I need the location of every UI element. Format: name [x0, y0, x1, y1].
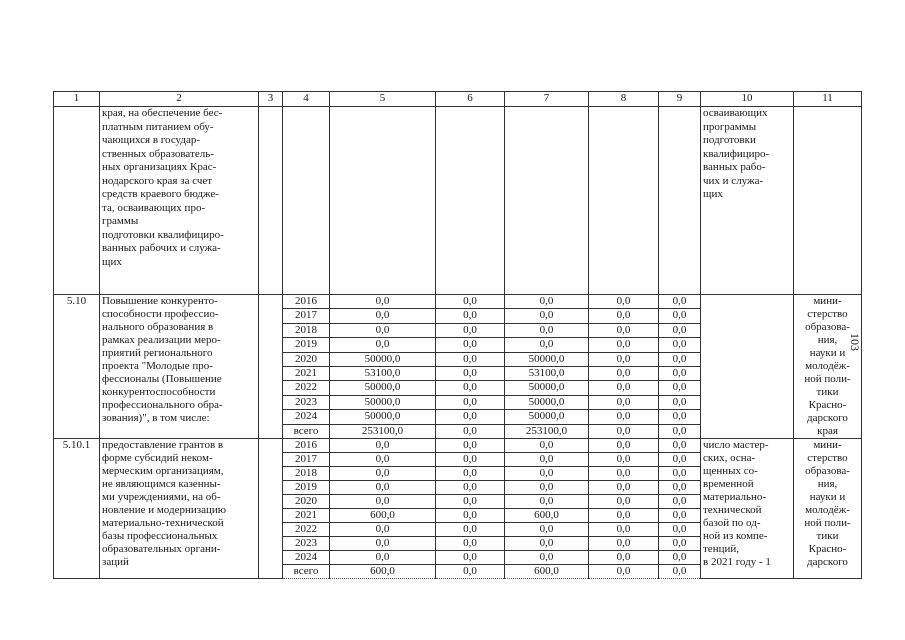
amount-cell: 0,0 [505, 309, 589, 323]
amount-cell: 0,0 [436, 551, 505, 565]
amount-cell: 0,0 [589, 352, 659, 366]
measure-description: Повышение конкуренто- способности профессио- нального образования в рамках реализации меро- приятий регионального проекта "Молодые про- фессионалы (Повышение конкурентоспособности профессионального обра- зования)", в том числе: [100, 295, 259, 439]
amount-cell: 0,0 [505, 551, 589, 565]
indicator-cell: число мастер- ских, осна- щенных со- временной материально- технической базой по од- ной из компе- тенций, в 2021 году - 1 [701, 439, 794, 579]
amount-cell: 0,0 [589, 338, 659, 352]
header-cell: 7 [505, 92, 589, 107]
amount-cell: 0,0 [659, 453, 701, 467]
amount-cell: 0,0 [589, 495, 659, 509]
amount-cell: 0,0 [330, 481, 436, 495]
amount-cell: 0,0 [589, 509, 659, 523]
amount-cell: 0,0 [589, 295, 659, 309]
year-cell: 2024 [283, 551, 330, 565]
year-cell: 2020 [283, 352, 330, 366]
header-cell: 4 [283, 92, 330, 107]
amount-cell: 0,0 [330, 338, 436, 352]
amount-cell: 0,0 [505, 467, 589, 481]
amount-cell: 0,0 [436, 395, 505, 409]
amount-cell: 50000,0 [505, 395, 589, 409]
year-cell: 2024 [283, 410, 330, 424]
amount-cell: 0,0 [505, 439, 589, 453]
amount-cell: 0,0 [589, 323, 659, 337]
header-cell: 6 [436, 92, 505, 107]
header-cell: 11 [794, 92, 862, 107]
empty-cell [659, 107, 701, 295]
amount-cell: 53100,0 [330, 366, 436, 380]
amount-cell: 0,0 [436, 352, 505, 366]
amount-cell: 50000,0 [505, 381, 589, 395]
amount-cell: 0,0 [589, 565, 659, 579]
header-cell: 5 [330, 92, 436, 107]
amount-cell: 0,0 [330, 495, 436, 509]
amount-cell: 0,0 [436, 481, 505, 495]
amount-cell: 0,0 [589, 410, 659, 424]
year-cell: 2021 [283, 509, 330, 523]
empty-cell [54, 107, 100, 295]
amount-cell: 0,0 [436, 381, 505, 395]
amount-cell: 253100,0 [330, 424, 436, 438]
amount-cell: 0,0 [589, 537, 659, 551]
amount-cell: 0,0 [589, 523, 659, 537]
empty-cell [794, 107, 862, 295]
amount-cell: 50000,0 [330, 395, 436, 409]
amount-cell: 0,0 [330, 453, 436, 467]
amount-cell: 0,0 [330, 295, 436, 309]
amount-cell: 0,0 [436, 509, 505, 523]
empty-cell [505, 107, 589, 295]
amount-cell: 0,0 [330, 523, 436, 537]
empty-cell [259, 107, 283, 295]
amount-cell: 600,0 [330, 509, 436, 523]
year-cell: всего [283, 565, 330, 579]
amount-cell: 0,0 [505, 338, 589, 352]
header-cell: 8 [589, 92, 659, 107]
empty-cell [436, 107, 505, 295]
year-cell: 2023 [283, 395, 330, 409]
amount-cell: 0,0 [436, 523, 505, 537]
amount-cell: 0,0 [659, 523, 701, 537]
year-cell: 2019 [283, 338, 330, 352]
amount-cell: 0,0 [659, 381, 701, 395]
table-row [54, 439, 862, 453]
measure-number: 5.10 [54, 295, 100, 439]
amount-cell: 0,0 [659, 537, 701, 551]
amount-cell: 0,0 [505, 481, 589, 495]
amount-cell: 0,0 [659, 366, 701, 380]
year-cell: 2019 [283, 481, 330, 495]
executor-cell: мини- стерство образова- ния, науки и молодёж- ной поли- тики Красно- дарского [794, 439, 862, 579]
amount-cell: 0,0 [330, 551, 436, 565]
amount-cell: 0,0 [659, 551, 701, 565]
header-cell: 2 [100, 92, 259, 107]
amount-cell: 50000,0 [330, 381, 436, 395]
amount-cell: 0,0 [330, 439, 436, 453]
amount-cell: 0,0 [659, 565, 701, 579]
amount-cell: 0,0 [589, 381, 659, 395]
year-cell: 2017 [283, 453, 330, 467]
header-row [54, 92, 862, 107]
amount-cell: 0,0 [436, 323, 505, 337]
amount-cell: 0,0 [659, 323, 701, 337]
amount-cell: 0,0 [659, 509, 701, 523]
amount-cell: 0,0 [436, 453, 505, 467]
amount-cell: 0,0 [589, 453, 659, 467]
table-row [54, 295, 862, 309]
amount-cell: 0,0 [330, 309, 436, 323]
year-cell: 2018 [283, 467, 330, 481]
amount-cell: 600,0 [330, 565, 436, 579]
year-cell: 2016 [283, 295, 330, 309]
amount-cell: 0,0 [659, 352, 701, 366]
amount-cell: 0,0 [505, 295, 589, 309]
indicator-cell [701, 295, 794, 439]
amount-cell: 600,0 [505, 509, 589, 523]
amount-cell: 600,0 [505, 565, 589, 579]
year-cell: 2022 [283, 381, 330, 395]
empty-cell [259, 439, 283, 579]
amount-cell: 0,0 [589, 309, 659, 323]
year-cell: 2017 [283, 309, 330, 323]
amount-cell: 0,0 [659, 295, 701, 309]
amount-cell: 0,0 [589, 439, 659, 453]
amount-cell: 0,0 [659, 338, 701, 352]
executor-cell: мини- стерство образова- ния, науки и молодёж- ной поли- тики Красно- дарского края [794, 295, 862, 439]
amount-cell: 0,0 [505, 453, 589, 467]
amount-cell: 0,0 [659, 495, 701, 509]
amount-cell: 0,0 [659, 467, 701, 481]
amount-cell: 50000,0 [330, 352, 436, 366]
amount-cell: 0,0 [589, 481, 659, 495]
amount-cell: 0,0 [505, 523, 589, 537]
amount-cell: 0,0 [436, 467, 505, 481]
amount-cell: 0,0 [659, 395, 701, 409]
amount-cell: 0,0 [330, 323, 436, 337]
amount-cell: 0,0 [659, 424, 701, 438]
amount-cell: 0,0 [589, 467, 659, 481]
amount-cell: 0,0 [505, 323, 589, 337]
measure-number: 5.10.1 [54, 439, 100, 579]
amount-cell: 50000,0 [505, 410, 589, 424]
amount-cell: 0,0 [659, 481, 701, 495]
amount-cell: 0,0 [436, 537, 505, 551]
year-cell: 2020 [283, 495, 330, 509]
measure-description: предоставление грантов в форме субсидий неком- мерческим организациям, не являющимся казенны- ми учреждениями, на об- новление и модернизацию материально-технической базы профессиональных образовательных органи- заций [100, 439, 259, 579]
empty-cell [283, 107, 330, 295]
amount-cell: 0,0 [589, 366, 659, 380]
amount-cell: 50000,0 [505, 352, 589, 366]
continuation-row [54, 107, 862, 295]
amount-cell: 0,0 [436, 366, 505, 380]
header-cell: 3 [259, 92, 283, 107]
amount-cell: 0,0 [436, 410, 505, 424]
header-cell: 1 [54, 92, 100, 107]
header-cell: 9 [659, 92, 701, 107]
amount-cell: 0,0 [436, 439, 505, 453]
amount-cell: 0,0 [330, 537, 436, 551]
amount-cell: 0,0 [436, 424, 505, 438]
year-cell: 2021 [283, 366, 330, 380]
amount-cell: 0,0 [505, 537, 589, 551]
continuation-indicator: осваивающих программы подготовки квалифициро- ванных рабо- чих и служа- щих [701, 107, 794, 295]
amount-cell: 0,0 [436, 338, 505, 352]
amount-cell: 253100,0 [505, 424, 589, 438]
year-cell: 2018 [283, 323, 330, 337]
empty-cell [330, 107, 436, 295]
amount-cell: 53100,0 [505, 366, 589, 380]
amount-cell: 0,0 [659, 439, 701, 453]
amount-cell: 0,0 [436, 565, 505, 579]
year-cell: всего [283, 424, 330, 438]
amount-cell: 0,0 [659, 309, 701, 323]
empty-cell [259, 295, 283, 439]
amount-cell: 0,0 [436, 309, 505, 323]
year-cell: 2022 [283, 523, 330, 537]
continuation-description: края, на обеспечение бес- платным питанием обу- чающихся в государ- ственных образователь- ных организациях Крас- нодарского края за счет средств краевого бюдже- та, осваивающих про- граммы подготовки квалифициро- ванных рабочих и служа- щих [100, 107, 259, 295]
amount-cell: 0,0 [589, 424, 659, 438]
amount-cell: 0,0 [589, 551, 659, 565]
amount-cell: 0,0 [659, 410, 701, 424]
year-cell: 2023 [283, 537, 330, 551]
page-number: 103 [848, 333, 862, 351]
amount-cell: 50000,0 [330, 410, 436, 424]
amount-cell: 0,0 [589, 395, 659, 409]
amount-cell: 0,0 [436, 495, 505, 509]
header-cell: 10 [701, 92, 794, 107]
amount-cell: 0,0 [330, 467, 436, 481]
program-table [53, 91, 862, 579]
year-cell: 2016 [283, 439, 330, 453]
empty-cell [589, 107, 659, 295]
amount-cell: 0,0 [505, 495, 589, 509]
amount-cell: 0,0 [436, 295, 505, 309]
